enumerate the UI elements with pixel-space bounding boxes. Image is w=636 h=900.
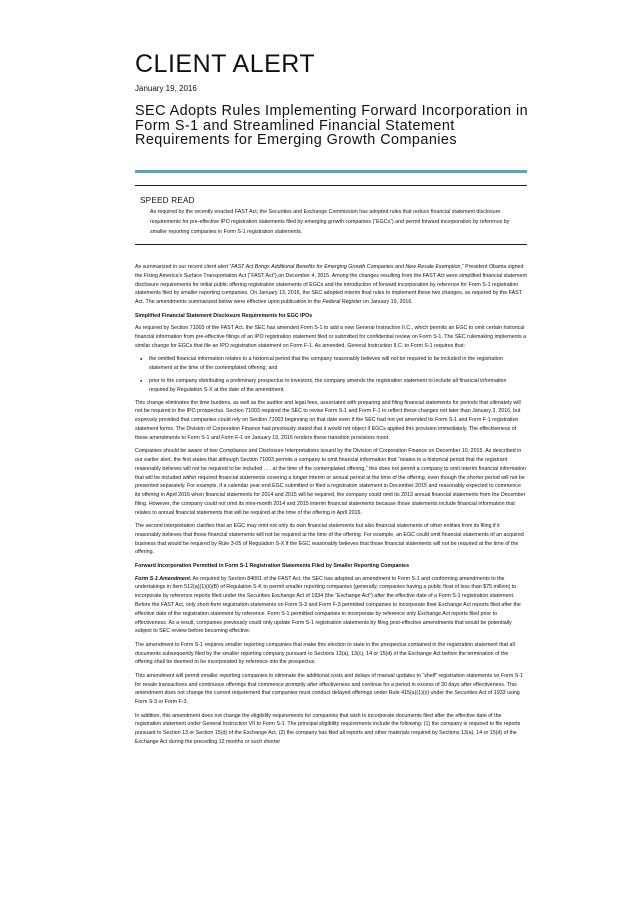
document-type-title: CLIENT ALERT [135,50,316,78]
body-paragraph: In addition, this amendment does not change the eligibility requirements for companies that wish to incorporate documents filed after the effective date of the registration statement under General Instruction VII to Form S-1. The principal eligibility requirements include the following: (1) the company is required to file reports pursuant to Section 13 or Section 15(d) of the Exchange Act, (2) the company has filed all reports and other materials required by Sections 13(a), 14 or 15(d) of the Exchange Act during the preceding 12 months or such shorter [135,712,521,745]
speed-read-summary: As required by the recently enacted FAST Act, the Securities and Exchange Commission has adopted rules that reduce financial statement disclosure requirements for pre-effective IPO registration statements filed by emerging growth companies (“EGCs”) and permit forward incorporation by reference by smaller reporting companies in Form S-1 registration statements. [150,209,510,235]
federal-register-text: Federal Register [322,299,362,306]
speed-read-heading: SPEED READ [140,196,195,205]
accent-divider [135,170,527,173]
section-heading-egc: Simplified Financial Statement Disclosure Requirements for EGC IPOs [135,312,313,319]
alert-headline: SEC Adopts Rules Implementing Forward Incorporation in Form S-1 and Streamlined Financial Statement Requirements for Emerging Growth Companies [135,103,529,148]
body-paragraph: The amendment to Form S-1 requires smaller reporting companies that make this election to state in the prospectus contained in the registration statement that all documents subsequently filed by the smaller reporting company pursuant to Sections 13(a), 13(c), 14 or 15(d) of the Exchange Act before the termination of the offering shall be deemed to be incorporated by reference into the prospectus. [135,641,515,666]
alert-body [135,263,527,751]
paragraph-lead-in: Form S-1 Amendment. [135,575,192,582]
referenced-alert-title: FAST Act Brings Additional Benefits for Emerging Growth Companies and New Resale Exemption [231,264,461,270]
body-paragraph: Form S-1 Amendment. As required by Section 84001 of the FAST Act, the SEC has adopted an amendment to Form S-1 and conforming amendments to the undertakings in Item 512(a)(1)(ii)(B) of Regulation S-K to permit smaller reporting companies (generally, companies having a public float of less than $75 million) to incorporate by reference reports filed under the Securities Exchange Act of 1934 (the “Exchange Act”) after the effective date of a Form S-1 registration statement. Before the FAST Act, only short-form registration statements on Form S-3 and Form F-3 permitted companies to incorporate their Exchange Act reports filed after the effective date of the registration statement by reference. Form S-1 permitted companies to incorporate by reference only Exchange Act reports filed prior to effectiveness. As a result, companies previously could only update Form S-1 registration statements by filing post-effective amendments that would be potentially subject to SEC review before becoming effective. [135,575,521,635]
body-paragraph: This change eliminates the time burdens, as well as the auditor and legal fees, associated with preparing and filing financial statements for periods that ultimately will not be required in the IPO prospectus. Section 71003 required the SEC to revise Form S-1 and Form F-1 to reflect these changes not later than January 3, 2016, but expressly provided that companies could rely on Section 71003 beginning on that date even if the SEC had not yet amended its Form S-1 and Form F-1 registration statement forms. The Division of Corporation Finance had previously stated that it would not object if EGCs applied this provision immediately. The effectiveness of these amendments to Form S-1 and Form F-1 on January 19, 2016 renders these transition provisions moot. [135,399,521,441]
section-heading-forward-incorporation: Forward Incorporation Permitted in Form S-1 Registration Statements Filed by Smaller Reporting Companies [135,562,410,569]
list-item: ● the omitted financial information relates to a historical period that the company reasonably believes will not be required to be included in the registration statement at the time of the contemplated offering; and [135,355,527,373]
alert-date: January 19, 2016 [135,84,197,93]
requirements-list [135,355,527,394]
speed-read-bottom-divider [135,244,527,245]
body-paragraph: Companies should be aware of two Compliance and Disclosure Interpretations issued by the Division of Corporation Finance on December 10, 2015. As described in our earlier alert, the first states that although Section 71003 permits a company to omit financial information that “relates to a historical period that the registrant reasonably believes will not be required to be included . . . at the time of the contemplated offering,” this does not permit a company to omit interim financial information that will be included within required financial statements covering a longer interim or annual period at the time of the offering, even though the shorter period will not be presented separately. For example, if a calendar year-end EGC submitted or filed a registration statement in December 2015 and reasonably expected to commence its offering in April 2016 when financial statements for 2014 and 2015 will be required, the company could omit its 2013 annual financial statements from the December filing. However, the company could not omit its nine-month 2014 and 2015 interim financial statements because those statements include financial information that relates to annual financial statements that will be required at the time of the offering in April 2016. [135,448,526,516]
body-paragraph: The second interpretation clarifies that an EGC may omit not only its own financial statements but also financial statements of other entities from its filing if it reasonably believes that those financial statements will not be required at the time of the offering. For example, an EGC could omit financial statements of an acquired business that would be required by Rule 3-05 of Regulation S-X if the EGC reasonably believes that those financial statements will not be required at the time of the offering. [135,523,524,556]
body-paragraph: As required by Section 71003 of the FAST Act, the SEC has amended Form S-1 to add a new General Instruction II.C., which permits an EGC to omit certain historical financial information from pre-effective filings of an IPO registration statement filed or submitted for confidential review on Form S-1. The SEC rulemaking implements a similar change for EGCs that file an IPO registration statement on Form F-1. As amended, General Instruction II.C. to Form S-1 requires that: [135,325,527,349]
intro-paragraph: As summarized in our recent client alert “FAST Act Brings Additional Benefits for Emerging Growth Companies and New Resale Exemption,” President Obama signed the Fixing America’s Surface Transportation Act (“FAST Act”),on December 4, 2015. Among the changes resulting from the FAST Act were simplified financial statement disclosure requirements for initial public offering registration statements of EGCs and the introduction of forward incorporation by reference for Form S-1 registration statements filed by smaller reporting companies. On January 13, 2016, the SEC adopted interim final rules to implement these two changes, as required by the FAST Act. The amendments summarized below were effective upon publication in the Federal Register on January 19, 2016. [135,264,527,306]
list-item: ● prior to the company distributing a preliminary prospectus to investors, the company amends the registration statement to include all financial information required by Regulation S-X at the date of the amendment. [135,377,527,395]
speed-read-top-divider [135,185,527,186]
body-paragraph: This amendment will permit smaller reporting companies to eliminate the additional costs and delays of manual updates to “shelf” registration statements on Form S-1 for resale transactions and continuous offerings that commence promptly after effectiveness and continue for a period in excess of 30 days after effectiveness. This amendment does not change the current requirement that companies must conduct delayed offerings under Rule 415(a)(1)(x) under the Securities Act of 1933 using Form S-3 or Form F-3. [135,672,524,706]
